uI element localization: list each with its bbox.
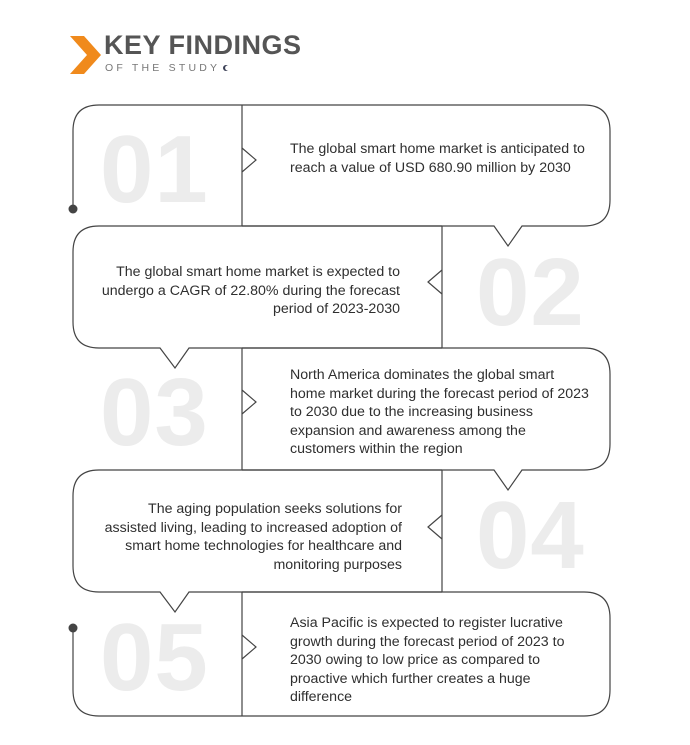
chevron-right-icon — [70, 36, 101, 74]
finding-text-01: The global smart home market is anticipated to reach a value of USD 680.90 million by 2030 — [290, 141, 585, 176]
finding-number-01: 01 — [100, 116, 209, 223]
finding-text-04: The aging population seeks solutions for assisted living, leading to increased adoption of smart home technologies for healthcare and monitoring purposes — [104, 501, 402, 573]
finding-text-02: The global smart home market is expected to undergo a CAGR of 22.80% during the forecast period of 2023-2030 — [101, 264, 400, 317]
chevron-left-04 — [428, 515, 442, 539]
frame-dot-top — [69, 205, 78, 214]
finding-number-05: 05 — [100, 604, 209, 711]
chevron-right-03 — [242, 390, 256, 414]
finding-text-03: North America dominates the global smart home market during the forecast period of 2023 to 2030 due to the increasing business expansion and awareness among the customers within the region — [290, 367, 589, 457]
chevron-right-01 — [242, 148, 256, 172]
page-subtitle: OF THE STUDY — [105, 62, 221, 74]
chevron-left-02 — [428, 270, 442, 294]
finding-number-03: 03 — [100, 359, 209, 466]
finding-text-05: Asia Pacific is expected to register lucrative growth during the forecast period of 2023 to 2030 owing to low price as compared to proactive which further creates a huge difference — [290, 615, 565, 705]
chevron-right-05 — [242, 635, 256, 659]
finding-number-02: 02 — [476, 239, 585, 346]
page-title: KEY FINDINGS — [104, 30, 302, 60]
finding-number-04: 04 — [476, 482, 585, 589]
frame-dot-bottom — [69, 624, 78, 633]
